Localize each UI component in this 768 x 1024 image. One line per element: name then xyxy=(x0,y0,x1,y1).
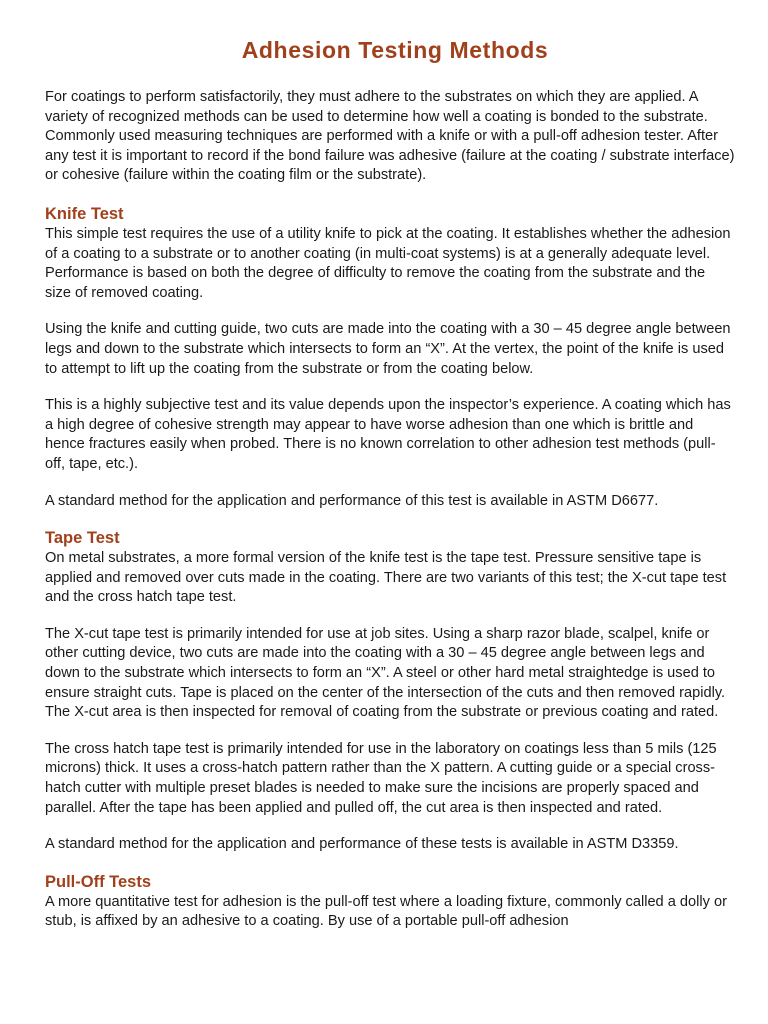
pull-off-tests-paragraph-1: A more quantitative test for adhesion is the pull-off test where a loading fixture, commonly called a dolly or stub, is affixed by an adhesive to a coating. By use of a portable pull-off adhesion xyxy=(45,893,727,930)
knife-test-paragraph-4: A standard method for the application and performance of this test is available in ASTM D6677. xyxy=(45,492,659,509)
pull-off-tests-heading: Pull-Off Tests xyxy=(45,872,152,891)
knife-test-paragraph-3: This is a highly subjective test and its value depends upon the inspector’s experience. A coating which has a high degree of cohesive strength may appear to have worse adhesion than one which is brittle and hence fractures easily when probed. There is no known correlation to other adhesion test methods (pull-off, tape, etc.). xyxy=(45,397,731,472)
tape-test-paragraph-3: The cross hatch tape test is primarily intended for use in the laboratory on coatings less than 5 mils (125 microns) thick. It uses a cross-hatch pattern rather than the X pattern. A cutting guide or a special cross-hatch cutter with multiple preset blades is needed to make sure the incisions are properly spaced and parallel. After the tape has been applied and pulled off, the cut area is then inspected and rated. xyxy=(45,740,717,816)
intro-paragraph: For coatings to perform satisfactorily, they must adhere to the substrates on which they are applied. A variety of recognized methods can be used to determine how well a coating is bonded to the substrate. Commonly used measuring techniques are performed with a knife or with a pull-off adhesion tester. After any test it is important to record if the bond failure was adhesive (failure at the coating / substrate interface) or cohesive (failure within the coating film or the substrate). xyxy=(45,89,735,184)
tape-test-paragraph-1: On metal substrates, a more formal version of the knife test is the tape test. Pressure sensitive tape is applied and removed over cuts made in the coating. There are two variants of this test; the X-cut tape test and the cross hatch tape test. xyxy=(45,550,727,606)
page-title: Adhesion Testing Methods xyxy=(241,37,549,63)
tape-test-paragraph-2: The X-cut tape test is primarily intended for use at job sites. Using a sharp razor blade, scalpel, knife or other cutting device, two cuts are made into the coating with a 30 – 45 degree angle between legs and down to the substrate which intersects to form an “X”. A steel or other hard metal straightedge is used to ensure straight cuts. Tape is placed on the center of the intersection of the cuts and then removed rapidly. The X-cut area is then inspected for removal of coating from the substrate or previous coating and rated. xyxy=(45,625,726,721)
tape-test-heading: Tape Test xyxy=(45,529,120,548)
knife-test-heading: Knife Test xyxy=(45,204,124,223)
document-page xyxy=(45,0,735,932)
knife-test-paragraph-1: This simple test requires the use of a utility knife to pick at the coating. It establishes whether the adhesion of a coating to a substrate or to another coating (in multi-coat systems) is at a generally adequate level. Performance is based on both the degree of difficulty to remove the coating from the substrate and the size of removed coating. xyxy=(45,225,731,301)
knife-test-paragraph-2: Using the knife and cutting guide, two cuts are made into the coating with a 30 – 45 degree angle between legs and down to the substrate which intersects to form an “X”. At the vertex, the point of the knife is used to attempt to lift up the coating from the substrate or from the coating below. xyxy=(45,321,731,377)
tape-test-paragraph-4: A standard method for the application and performance of these tests is available in ASTM D3359. xyxy=(45,836,679,853)
